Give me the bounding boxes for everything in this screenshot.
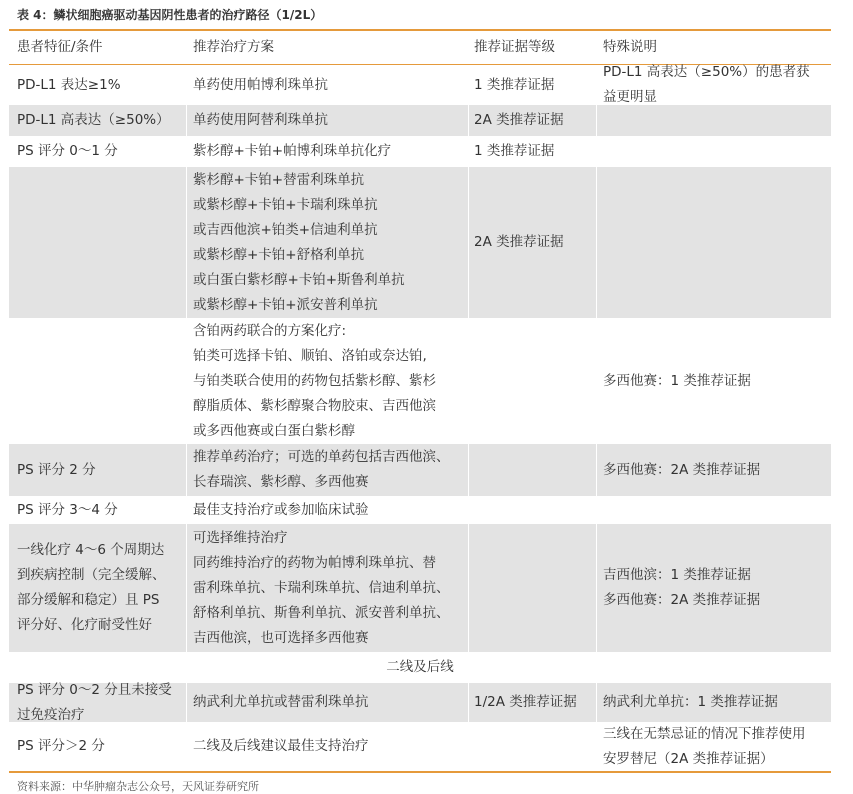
column-separator (186, 105, 187, 136)
row-5-col-2-line: 与铂类联合使用的药物包括紫杉醇、紫杉 (193, 372, 436, 389)
row-8-col-4-line: 吉西他滨：1 类推荐证据 (603, 567, 751, 583)
row-5-col-2-line: 醇脂质体、紫杉醇聚合物胶束、吉西他滨 (193, 397, 436, 414)
table-top-rule (9, 29, 831, 31)
column-separator (596, 524, 597, 652)
column-separator (186, 444, 187, 496)
row-11-col-4-line: 安罗替尼（2A 类推荐证据） (603, 750, 774, 767)
column-separator (468, 444, 469, 496)
row-8-col-2-line: 雷利珠单抗、卡瑞利珠单抗、信迪利单抗、 (193, 579, 450, 596)
row-8-col-1-line: 评分好、化疗耐受性好 (17, 617, 152, 633)
column-separator (186, 683, 187, 722)
header-patient-condition: 患者特征/条件 (17, 39, 103, 55)
row-6-col-4-line: 多西他赛：2A 类推荐证据 (603, 461, 761, 478)
row-1-col-3-line: 1 类推荐证据 (474, 76, 555, 93)
row-4-col-2-line: 或紫杉醇+卡铂+舒格利单抗 (193, 246, 365, 263)
section-heading: 二线及后线 (386, 659, 454, 675)
row-1-col-2-line: 单药使用帕博利珠单抗 (193, 76, 328, 93)
table-title: 表 4：鳞状细胞癌驱动基因阴性患者的治疗路径（1/2L） (17, 8, 323, 22)
row-11-col-1-line: PS 评分＞2 分 (17, 738, 105, 754)
row-8-col-2-line: 可选择维持治疗 (193, 529, 288, 546)
row-10-col-3-line: 1/2A 类推荐证据 (474, 694, 577, 710)
row-10-col-4-line: 纳武利尤单抗：1 类推荐证据 (603, 694, 778, 710)
header-evidence-level: 推荐证据等级 (474, 39, 555, 55)
row-6-col-1-line: PS 评分 2 分 (17, 461, 96, 478)
row-8-col-2-line: 同药维持治疗的药物为帕博利珠单抗、替 (193, 554, 436, 571)
row-8-col-1-line: 到疾病控制（完全缓解、 (17, 567, 166, 583)
row-shading (9, 167, 831, 318)
row-1-col-1-line: PD-L1 表达≥1% (17, 76, 121, 93)
row-6-col-2-line: 长春瑞滨、紫杉醇、多西他赛 (193, 474, 369, 490)
row-8-col-4-line: 多西他赛：2A 类推荐证据 (603, 592, 761, 608)
column-separator (596, 444, 597, 496)
column-separator (596, 167, 597, 318)
row-11-col-4-line: 三线在无禁忌证的情况下推荐使用 (603, 725, 806, 742)
row-4-col-2-line: 或吉西他滨+铂类+信迪利单抗 (193, 221, 378, 238)
row-8-col-2-line: 舒格利单抗、斯鲁利单抗、派安普利单抗、 (193, 604, 450, 621)
row-3-col-3-line: 1 类推荐证据 (474, 143, 555, 159)
row-2-col-3-line: 2A 类推荐证据 (474, 112, 564, 128)
row-1-col-4-line: 益更明显 (603, 89, 657, 105)
row-6-col-2-line: 推荐单药治疗；可选的单药包括吉西他滨、 (193, 449, 450, 465)
row-1-col-4-line: PD-L1 高表达（≥50%）的患者获 (603, 64, 810, 80)
column-separator (468, 105, 469, 136)
row-2-col-1-line: PD-L1 高表达（≥50%） (17, 112, 170, 128)
source-note: 资料来源：中华肿瘤杂志公众号，天风证券研究所 (17, 780, 259, 793)
row-5-col-2-line: 或多西他赛或白蛋白紫杉醇 (193, 422, 355, 439)
column-separator (596, 105, 597, 136)
row-8-col-1-line: 部分缓解和稳定）且 PS (17, 592, 160, 608)
row-8-col-2-line: 吉西他滨，也可选择多西他赛 (193, 629, 369, 646)
row-3-col-2-line: 紫杉醇+卡铂+帕博利珠单抗化疗 (193, 143, 392, 159)
row-10-col-2-line: 纳武利尤单抗或替雷利珠单抗 (193, 694, 369, 710)
row-8-col-1-line: 一线化疗 4～6 个周期达 (17, 542, 165, 558)
row-10-col-1-line: 过免疫治疗 (17, 706, 85, 723)
column-separator (186, 524, 187, 652)
row-5-col-4-line: 多西他赛：1 类推荐证据 (603, 372, 751, 389)
row-10-col-1-line: PS 评分 0～2 分且未接受 (17, 681, 172, 698)
column-separator (468, 167, 469, 318)
row-4-col-2-line: 或白蛋白紫杉醇+卡铂+斯鲁利单抗 (193, 271, 405, 288)
row-4-col-2-line: 或紫杉醇+卡铂+派安普利单抗 (193, 296, 378, 313)
row-5-col-2-line: 铂类可选择卡铂、顺铂、洛铂或奈达铂, (193, 347, 427, 364)
column-separator (468, 683, 469, 722)
row-3-col-1-line: PS 评分 0～1 分 (17, 143, 118, 159)
column-separator (596, 683, 597, 722)
row-5-col-2-line: 含铂两药联合的方案化疗: (193, 322, 347, 339)
column-separator (468, 524, 469, 652)
row-7-col-1-line: PS 评分 3～4 分 (17, 501, 118, 518)
header-special-notes: 特殊说明 (603, 39, 657, 55)
row-7-col-2-line: 最佳支持治疗或参加临床试验 (193, 501, 369, 518)
row-11-col-2-line: 二线及后线建议最佳支持治疗 (193, 738, 369, 754)
row-4-col-2-line: 或紫杉醇+卡铂+卡瑞利珠单抗 (193, 196, 378, 213)
row-2-col-2-line: 单药使用阿替利珠单抗 (193, 112, 328, 128)
row-4-col-2-line: 紫杉醇+卡铂+替雷利珠单抗 (193, 171, 365, 188)
header-treatment-plan: 推荐治疗方案 (193, 39, 274, 55)
table-bottom-rule (9, 771, 831, 773)
column-separator (186, 167, 187, 318)
row-4-col-3-line: 2A 类推荐证据 (474, 234, 564, 250)
